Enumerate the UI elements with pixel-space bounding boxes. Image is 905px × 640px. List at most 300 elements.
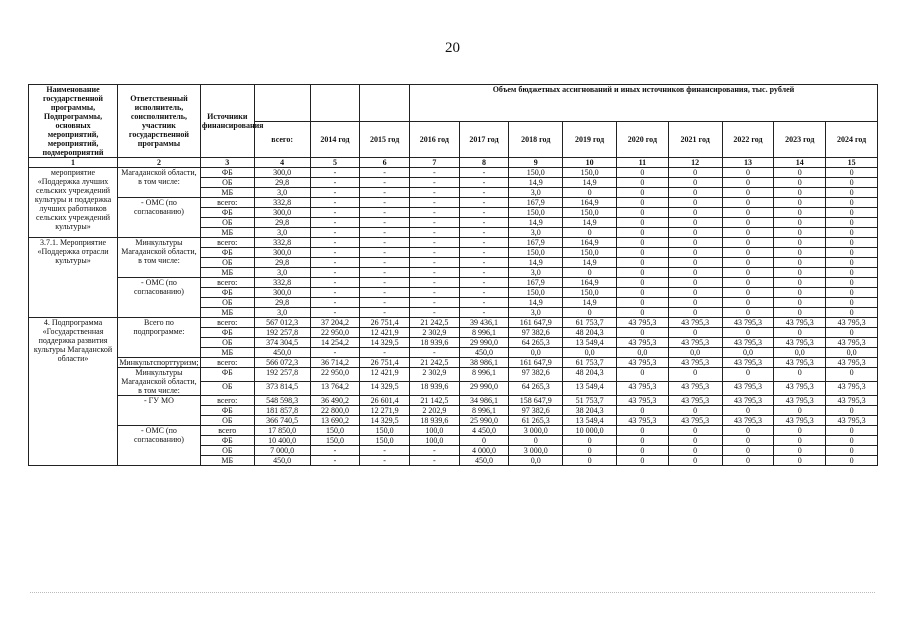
amount-cell: 0 — [617, 228, 669, 238]
amount-cell: - — [409, 248, 459, 258]
amount-cell: 26 751,4 — [360, 358, 410, 368]
amount-cell: - — [360, 178, 410, 188]
amount-cell: 0 — [617, 208, 669, 218]
amount-cell: 164,9 — [563, 278, 617, 288]
amount-cell: 43 795,3 — [722, 318, 774, 328]
scan-artifact-line — [30, 592, 875, 594]
amount-cell: - — [360, 218, 410, 228]
amount-cell: 43 795,3 — [668, 358, 722, 368]
amount-cell: 21 242,5 — [409, 318, 459, 328]
amount-cell: 43 795,3 — [826, 358, 878, 368]
amount-cell: 29,8 — [254, 258, 310, 268]
amount-cell: 61 265,3 — [509, 416, 563, 426]
funding-source-cell: МБ — [200, 268, 254, 278]
amount-cell: 43 795,3 — [774, 396, 826, 406]
amount-cell: - — [310, 178, 360, 188]
amount-cell: 566 072,3 — [254, 358, 310, 368]
amount-cell: 64 265,3 — [509, 382, 563, 396]
amount-cell: 43 795,3 — [774, 358, 826, 368]
amount-cell: 0 — [722, 188, 774, 198]
amount-cell: 0 — [617, 248, 669, 258]
amount-cell: 7 000,0 — [254, 446, 310, 456]
amount-cell: 150,0 — [360, 436, 410, 446]
amount-cell: 167,9 — [509, 238, 563, 248]
amount-cell: 0 — [826, 328, 878, 338]
executor-cell: - ГУ МО — [118, 396, 201, 426]
amount-cell: 0 — [722, 368, 774, 382]
year-header-cell: 2021 год — [668, 121, 722, 158]
amount-cell: - — [310, 446, 360, 456]
column-number-cell: 10 — [563, 158, 617, 168]
funding-source-cell: ОБ — [200, 416, 254, 426]
amount-cell: 0 — [774, 208, 826, 218]
header-volume: Объем бюджетных ассигнований и иных источников финансирования, тыс. рублей — [409, 85, 877, 122]
amount-cell: 0 — [668, 258, 722, 268]
amount-cell: 161 647,9 — [509, 318, 563, 328]
funding-source-cell: ОБ — [200, 178, 254, 188]
amount-cell: - — [409, 178, 459, 188]
amount-cell: - — [459, 248, 509, 258]
amount-cell: 0 — [826, 228, 878, 238]
amount-cell: 13 549,4 — [563, 416, 617, 426]
table-row — [29, 396, 878, 406]
amount-cell: 14 254,2 — [310, 338, 360, 348]
amount-cell: 150,0 — [563, 288, 617, 298]
amount-cell: 97 382,6 — [509, 368, 563, 382]
amount-cell: 192 257,8 — [254, 368, 310, 382]
table-row — [29, 198, 878, 208]
amount-cell: 43 795,3 — [722, 416, 774, 426]
amount-cell: 0 — [826, 298, 878, 308]
table-row — [29, 368, 878, 382]
amount-cell: 0 — [722, 208, 774, 218]
amount-cell: 38 204,3 — [563, 406, 617, 416]
amount-cell: 14,9 — [563, 218, 617, 228]
amount-cell: 3,0 — [509, 308, 563, 318]
amount-cell: - — [360, 446, 410, 456]
amount-cell: 158 647,9 — [509, 396, 563, 406]
amount-cell: - — [409, 168, 459, 178]
amount-cell: 450,0 — [459, 348, 509, 358]
amount-cell: 29,8 — [254, 178, 310, 188]
amount-cell: 14,9 — [563, 178, 617, 188]
amount-cell: 0 — [722, 268, 774, 278]
amount-cell: 43 795,3 — [668, 416, 722, 426]
amount-cell: - — [310, 288, 360, 298]
amount-cell: 0 — [722, 456, 774, 466]
amount-cell: - — [360, 248, 410, 258]
amount-cell: 0 — [826, 426, 878, 436]
amount-cell: 150,0 — [360, 426, 410, 436]
amount-cell: 0 — [722, 228, 774, 238]
amount-cell: - — [310, 168, 360, 178]
amount-cell: - — [360, 258, 410, 268]
funding-source-cell: ФБ — [200, 248, 254, 258]
amount-cell: 0 — [617, 188, 669, 198]
funding-source-cell: всего: — [200, 238, 254, 248]
amount-cell: 0 — [668, 228, 722, 238]
amount-cell: 43 795,3 — [826, 338, 878, 348]
amount-cell: 12 271,9 — [360, 406, 410, 416]
amount-cell: 8 996,1 — [459, 406, 509, 416]
amount-cell: 0,0 — [668, 348, 722, 358]
amount-cell: 0 — [826, 188, 878, 198]
amount-cell: 64 265,3 — [509, 338, 563, 348]
amount-cell: - — [409, 298, 459, 308]
amount-cell: - — [360, 228, 410, 238]
amount-cell: 2 302,9 — [409, 328, 459, 338]
executor-cell: - ОМС (по согласованию) — [118, 426, 201, 466]
amount-cell: 0 — [668, 268, 722, 278]
amount-cell: 22 950,0 — [310, 328, 360, 338]
amount-cell: 0 — [826, 198, 878, 208]
amount-cell: 8 996,1 — [459, 328, 509, 338]
funding-source-cell: МБ — [200, 308, 254, 318]
program-name-cell: 4. Подпрограмма «Государственная поддержка развития культуры Магаданской области» — [29, 318, 118, 466]
executor-cell: Минкультуры Магаданской области, в том числе: — [118, 368, 201, 396]
amount-cell: 13 549,4 — [563, 338, 617, 348]
amount-cell: 0 — [668, 446, 722, 456]
amount-cell: 29 990,0 — [459, 382, 509, 396]
amount-cell: 100,0 — [409, 426, 459, 436]
amount-cell: 0 — [826, 178, 878, 188]
amount-cell: 0 — [722, 258, 774, 268]
amount-cell: 0 — [722, 406, 774, 416]
amount-cell: 0 — [563, 228, 617, 238]
column-number-cell: 7 — [409, 158, 459, 168]
amount-cell: 0 — [722, 328, 774, 338]
amount-cell: - — [310, 348, 360, 358]
amount-cell: 10 000,0 — [563, 426, 617, 436]
amount-cell: 14 329,5 — [360, 382, 410, 396]
amount-cell: 97 382,6 — [509, 406, 563, 416]
column-number-cell: 4 — [254, 158, 310, 168]
amount-cell: 3,0 — [509, 268, 563, 278]
amount-cell: 3 000,0 — [509, 446, 563, 456]
amount-cell: 0 — [826, 406, 878, 416]
funding-source-cell: МБ — [200, 348, 254, 358]
funding-source-cell: ОБ — [200, 218, 254, 228]
executor-cell: Магаданской области, в том числе: — [118, 168, 201, 198]
amount-cell: - — [360, 208, 410, 218]
amount-cell: 43 795,3 — [617, 396, 669, 406]
amount-cell: 0 — [617, 426, 669, 436]
amount-cell: 43 795,3 — [774, 318, 826, 328]
amount-cell: 300,0 — [254, 288, 310, 298]
column-number-cell: 3 — [200, 158, 254, 168]
amount-cell: 14,9 — [509, 178, 563, 188]
amount-cell: 0 — [668, 178, 722, 188]
amount-cell: 0,0 — [826, 348, 878, 358]
funding-source-cell: всего: — [200, 278, 254, 288]
amount-cell: - — [459, 168, 509, 178]
executor-cell: - ОМС (по согласованию) — [118, 198, 201, 238]
amount-cell: - — [459, 258, 509, 268]
amount-cell: 97 382,6 — [509, 328, 563, 338]
year-header-cell: 2020 год — [617, 121, 669, 158]
amount-cell: - — [310, 248, 360, 258]
amount-cell: 0 — [826, 248, 878, 258]
amount-cell: 22 800,0 — [310, 406, 360, 416]
amount-cell: 300,0 — [254, 208, 310, 218]
amount-cell: 0 — [722, 248, 774, 258]
funding-source-cell: всего: — [200, 318, 254, 328]
amount-cell: - — [310, 218, 360, 228]
amount-cell: 164,9 — [563, 198, 617, 208]
amount-cell: - — [310, 268, 360, 278]
amount-cell: - — [409, 218, 459, 228]
amount-cell: 2 302,9 — [409, 368, 459, 382]
header-empty — [360, 85, 410, 122]
table-row — [29, 168, 878, 178]
amount-cell: 14 329,5 — [360, 416, 410, 426]
year-header-cell: всего: — [254, 121, 310, 158]
funding-source-cell: всего: — [200, 396, 254, 406]
amount-cell: 39 436,1 — [459, 318, 509, 328]
amount-cell: 0 — [774, 178, 826, 188]
amount-cell: 48 204,3 — [563, 368, 617, 382]
amount-cell: 43 795,3 — [722, 396, 774, 406]
amount-cell: 0 — [563, 308, 617, 318]
amount-cell: - — [409, 456, 459, 466]
year-header-cell: 2023 год — [774, 121, 826, 158]
amount-cell: 0 — [774, 298, 826, 308]
amount-cell: 0 — [668, 368, 722, 382]
amount-cell: 0 — [826, 456, 878, 466]
column-number-cell: 9 — [509, 158, 563, 168]
amount-cell: - — [409, 288, 459, 298]
amount-cell: 43 795,3 — [722, 338, 774, 348]
funding-source-cell: МБ — [200, 188, 254, 198]
amount-cell: 0 — [774, 308, 826, 318]
amount-cell: - — [459, 278, 509, 288]
column-number-cell: 15 — [826, 158, 878, 168]
amount-cell: - — [360, 238, 410, 248]
amount-cell: 3,0 — [254, 268, 310, 278]
amount-cell: 548 598,3 — [254, 396, 310, 406]
amount-cell: 0 — [774, 168, 826, 178]
amount-cell: 0 — [668, 168, 722, 178]
amount-cell: - — [360, 348, 410, 358]
amount-cell: 0 — [668, 406, 722, 416]
amount-cell: 0 — [617, 278, 669, 288]
funding-source-cell: ФБ — [200, 168, 254, 178]
amount-cell: - — [310, 208, 360, 218]
amount-cell: 150,0 — [509, 168, 563, 178]
amount-cell: 43 795,3 — [826, 382, 878, 396]
amount-cell: 0 — [668, 308, 722, 318]
funding-source-cell: всего — [200, 426, 254, 436]
amount-cell: 0 — [774, 436, 826, 446]
amount-cell: 0 — [668, 278, 722, 288]
amount-cell: 0 — [563, 188, 617, 198]
amount-cell: 150,0 — [563, 248, 617, 258]
amount-cell: 0 — [826, 446, 878, 456]
amount-cell: 0 — [617, 446, 669, 456]
table-row — [29, 426, 878, 436]
amount-cell: 0 — [668, 298, 722, 308]
amount-cell: - — [459, 178, 509, 188]
funding-source-cell: ФБ — [200, 208, 254, 218]
header-empty — [310, 85, 360, 122]
column-number-cell: 8 — [459, 158, 509, 168]
header-empty — [254, 85, 310, 122]
amount-cell: 0 — [668, 208, 722, 218]
year-header-cell: 2014 год — [310, 121, 360, 158]
amount-cell: 29 990,0 — [459, 338, 509, 348]
amount-cell: 0 — [563, 456, 617, 466]
amount-cell: 0 — [617, 328, 669, 338]
year-header-cell: 2017 год — [459, 121, 509, 158]
amount-cell: 3 000,0 — [509, 426, 563, 436]
year-header-cell: 2022 год — [722, 121, 774, 158]
amount-cell: 0 — [722, 278, 774, 288]
executor-cell: Всего по подпрограмме: — [118, 318, 201, 358]
amount-cell: 0 — [722, 238, 774, 248]
amount-cell: 0 — [563, 436, 617, 446]
amount-cell: 36 714,2 — [310, 358, 360, 368]
amount-cell: 18 939,6 — [409, 338, 459, 348]
amount-cell: - — [310, 308, 360, 318]
amount-cell: 0 — [774, 446, 826, 456]
amount-cell: 18 939,6 — [409, 416, 459, 426]
funding-source-cell: ОБ — [200, 338, 254, 348]
amount-cell: - — [459, 188, 509, 198]
column-number-cell: 13 — [722, 158, 774, 168]
amount-cell: 373 814,5 — [254, 382, 310, 396]
amount-cell: - — [310, 198, 360, 208]
amount-cell: 13 549,4 — [563, 382, 617, 396]
amount-cell: 0 — [826, 268, 878, 278]
amount-cell: 0,0 — [563, 348, 617, 358]
amount-cell: 3,0 — [509, 188, 563, 198]
amount-cell: 0 — [774, 238, 826, 248]
amount-cell: - — [409, 348, 459, 358]
amount-cell: 13 690,2 — [310, 416, 360, 426]
amount-cell: 0 — [668, 436, 722, 446]
amount-cell: 0 — [617, 168, 669, 178]
amount-cell: 0 — [617, 368, 669, 382]
amount-cell: 43 795,3 — [826, 396, 878, 406]
amount-cell: - — [360, 268, 410, 278]
column-number-cell: 6 — [360, 158, 410, 168]
funding-source-cell: МБ — [200, 456, 254, 466]
amount-cell: 14,9 — [509, 298, 563, 308]
amount-cell: - — [459, 268, 509, 278]
page-number: 20 — [445, 40, 460, 56]
amount-cell: 181 857,8 — [254, 406, 310, 416]
amount-cell: 43 795,3 — [774, 382, 826, 396]
amount-cell: 61 753,7 — [563, 318, 617, 328]
amount-cell: - — [310, 228, 360, 238]
amount-cell: 0 — [826, 278, 878, 288]
amount-cell: 43 795,3 — [774, 416, 826, 426]
amount-cell: 0 — [774, 368, 826, 382]
amount-cell: 0 — [668, 198, 722, 208]
amount-cell: 0 — [668, 288, 722, 298]
year-header-cell: 2015 год — [360, 121, 410, 158]
amount-cell: 0 — [826, 208, 878, 218]
amount-cell: 0 — [668, 426, 722, 436]
amount-cell: 0 — [722, 288, 774, 298]
amount-cell: 0 — [617, 268, 669, 278]
amount-cell: 43 795,3 — [722, 358, 774, 368]
amount-cell: 0 — [826, 288, 878, 298]
funding-source-cell: ОБ — [200, 258, 254, 268]
amount-cell: - — [310, 456, 360, 466]
amount-cell: 34 986,1 — [459, 396, 509, 406]
funding-source-cell: ФБ — [200, 406, 254, 416]
amount-cell: 332,8 — [254, 198, 310, 208]
amount-cell: 0,0 — [509, 348, 563, 358]
amount-cell: - — [360, 168, 410, 178]
amount-cell: - — [459, 198, 509, 208]
amount-cell: 366 740,5 — [254, 416, 310, 426]
amount-cell: 0 — [617, 288, 669, 298]
amount-cell: 0 — [722, 308, 774, 318]
amount-cell: 43 795,3 — [774, 338, 826, 348]
amount-cell: 0 — [774, 218, 826, 228]
amount-cell: 22 950,0 — [310, 368, 360, 382]
amount-cell: 0 — [617, 258, 669, 268]
amount-cell: 43 795,3 — [617, 416, 669, 426]
amount-cell: 0 — [617, 436, 669, 446]
amount-cell: 161 647,9 — [509, 358, 563, 368]
amount-cell: 0 — [774, 188, 826, 198]
amount-cell: 0 — [774, 258, 826, 268]
amount-cell: 0 — [617, 238, 669, 248]
amount-cell: - — [459, 288, 509, 298]
amount-cell: 43 795,3 — [668, 396, 722, 406]
amount-cell: - — [409, 268, 459, 278]
column-number-cell: 11 — [617, 158, 669, 168]
amount-cell: 0 — [826, 368, 878, 382]
year-header-cell: 2018 год — [509, 121, 563, 158]
amount-cell: - — [360, 188, 410, 198]
amount-cell: 0 — [774, 268, 826, 278]
amount-cell: 43 795,3 — [617, 318, 669, 328]
amount-cell: - — [360, 298, 410, 308]
amount-cell: 0 — [668, 218, 722, 228]
amount-cell: 0 — [774, 228, 826, 238]
amount-cell: 450,0 — [459, 456, 509, 466]
amount-cell: 43 795,3 — [617, 338, 669, 348]
funding-source-cell: всего: — [200, 198, 254, 208]
amount-cell: 167,9 — [509, 278, 563, 288]
table-body — [29, 168, 878, 466]
amount-cell: 25 990,0 — [459, 416, 509, 426]
amount-cell: 450,0 — [254, 456, 310, 466]
amount-cell: - — [459, 218, 509, 228]
amount-cell: 43 795,3 — [617, 382, 669, 396]
amount-cell: 150,0 — [509, 248, 563, 258]
amount-cell: - — [409, 208, 459, 218]
amount-cell: 0 — [722, 198, 774, 208]
amount-cell: 36 490,2 — [310, 396, 360, 406]
amount-cell: 0 — [459, 436, 509, 446]
amount-cell: 61 753,7 — [563, 358, 617, 368]
amount-cell: 43 795,3 — [668, 382, 722, 396]
executor-cell: Минкультуры Магаданской области, в том числе: — [118, 238, 201, 278]
amount-cell: 0 — [826, 308, 878, 318]
amount-cell: 4 450,0 — [459, 426, 509, 436]
amount-cell: 0 — [563, 446, 617, 456]
amount-cell: 14,9 — [563, 258, 617, 268]
amount-cell: - — [459, 228, 509, 238]
amount-cell: 43 795,3 — [826, 416, 878, 426]
amount-cell: 14 329,5 — [360, 338, 410, 348]
amount-cell: 10 400,0 — [254, 436, 310, 446]
